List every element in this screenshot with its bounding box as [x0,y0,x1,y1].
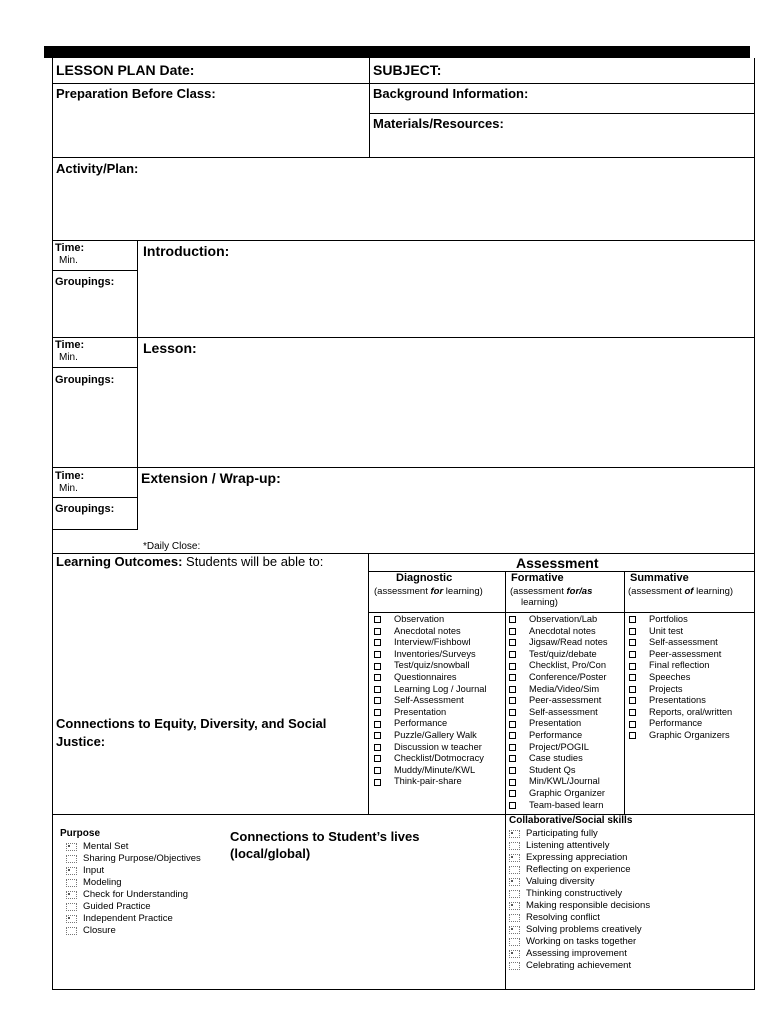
checkbox-icon[interactable] [509,755,516,762]
checkbox-item[interactable] [509,900,650,912]
checkbox-item[interactable] [374,742,487,754]
extension-groupings-label: Groupings: [55,503,115,515]
checkbox-label: Project/POGIL [529,741,589,752]
checkbox-item[interactable] [509,660,608,672]
checkbox-item[interactable] [66,913,201,925]
checkbox-icon[interactable] [509,902,520,910]
formative-sub-pre: (assessment [510,586,567,597]
checkbox-icon[interactable] [374,721,381,728]
checkbox-item[interactable] [509,800,608,812]
equity-line-1: Connections to Equity, Diversity, and Social [56,716,327,731]
checkbox-item[interactable] [629,637,732,649]
checkbox-item[interactable] [66,901,201,913]
checkbox-label: Test/quiz/debate [529,648,597,659]
checkbox-icon[interactable] [509,830,520,838]
checkbox-icon[interactable] [509,878,520,886]
checkbox-item[interactable] [374,684,487,696]
checkbox-item[interactable] [374,753,487,765]
checkbox-item[interactable] [66,889,201,901]
checkbox-icon[interactable] [629,616,636,623]
checkbox-item[interactable] [629,649,732,661]
checkbox-label: Presentations [649,695,706,706]
checkbox-icon[interactable] [509,686,516,693]
checkbox-icon[interactable] [374,639,381,646]
intro-groupings-label: Groupings: [55,276,115,288]
diagnostic-sub-pre: (assessment [374,586,431,597]
checkbox-icon[interactable] [374,709,381,716]
learning-outcomes-text: Students will be able to: [182,554,324,569]
lesson-groupings-label: Groupings: [55,374,115,386]
extension-time-label: Time: [55,470,85,482]
checkbox-icon[interactable] [509,779,516,786]
extension-min-label: Min. [59,483,78,494]
learning-outcomes-label: Learning Outcomes: [56,554,183,569]
checkbox-icon[interactable] [509,697,516,704]
learning-outcomes [56,555,323,570]
checkbox-item[interactable] [66,865,201,877]
checkbox-item[interactable] [374,637,487,649]
checkbox-item[interactable] [509,912,650,924]
checkbox-label: Modeling [83,877,122,888]
frame-right [754,58,755,990]
checkbox-label: Guided Practice [83,901,151,912]
checkbox-label: Anecdotal notes [394,625,461,636]
checkbox-icon[interactable] [509,709,516,716]
checkbox-label: Graphic Organizer [529,787,605,798]
checkbox-label: Expressing appreciation [526,852,628,863]
frame-left [52,58,53,990]
checkbox-label: Case studies [529,753,583,764]
checkbox-label: Independent Practice [83,913,173,924]
checkbox-item[interactable] [374,765,487,777]
checkbox-label: Student Qs [529,764,576,775]
checkbox-label: Observation/Lab [529,614,598,624]
checkbox-icon[interactable] [509,914,520,922]
summative-sub-em: of [684,586,694,597]
checkbox-icon[interactable] [509,950,520,958]
checkbox-icon[interactable] [629,651,636,658]
checkbox-icon[interactable] [509,628,516,635]
checkbox-label: Final reflection [649,660,710,671]
checkbox-icon[interactable] [509,790,516,797]
checkbox-item[interactable] [509,742,608,754]
checkbox-item[interactable] [509,753,608,765]
checkbox-label: Speeches [649,671,691,682]
checkbox-item[interactable] [509,718,608,730]
checkbox-item[interactable] [66,877,201,889]
checkbox-label: Discussion w teacher [394,741,482,752]
checkbox-item[interactable] [509,626,608,638]
checkbox-icon[interactable] [509,674,516,681]
checkbox-icon[interactable] [374,744,381,751]
checkbox-icon[interactable] [509,890,520,898]
diagnostic-subtitle [374,587,483,598]
checkbox-label: Self-assessment [649,637,718,648]
rule [52,270,138,271]
checkbox-label: Reflecting on experience [526,864,631,875]
checkbox-item[interactable] [509,840,650,852]
checkbox-label: Presentation [394,706,447,717]
intro-time-label: Time: [55,242,85,254]
diagnostic-sub-post: learning) [443,586,483,597]
checkbox-label: Portfolios [649,614,688,624]
assessment-title: Assessment [516,555,599,571]
checkbox-icon[interactable] [66,903,77,911]
checkbox-label: Puzzle/Gallery Walk [394,729,477,740]
subject-label: SUBJECT: [373,62,442,78]
rule [52,240,755,241]
checkbox-icon[interactable] [374,663,381,670]
top-bar [44,46,750,58]
summative-list [629,614,732,742]
checkbox-icon[interactable] [509,616,516,623]
checkbox-icon[interactable] [629,686,636,693]
rule [505,571,506,990]
checkbox-item[interactable] [629,684,732,696]
checkbox-item[interactable] [629,614,732,626]
checkbox-label: Graphic Organizers [649,729,730,740]
checkbox-item[interactable] [509,649,608,661]
checkbox-label: Resolving conflict [526,912,600,923]
checkbox-label: Checklist, Pro/Con [529,660,606,671]
checkbox-icon[interactable] [509,663,516,670]
checkbox-icon[interactable] [509,639,516,646]
checkbox-item[interactable] [509,864,650,876]
daily-close-label: *Daily Close: [143,541,201,552]
formative-subtitle-2: learning) [521,597,558,608]
checkbox-icon[interactable] [509,802,516,809]
checkbox-item[interactable] [629,730,732,742]
intro-min-label: Min. [59,255,78,266]
checkbox-label: Unit test [649,625,684,636]
checkbox-icon[interactable] [374,674,381,681]
checkbox-icon[interactable] [66,927,77,935]
checkbox-icon[interactable] [374,779,381,786]
checkbox-item[interactable] [629,707,732,719]
checkbox-icon[interactable] [629,709,636,716]
rule [137,337,138,468]
checkbox-item[interactable] [509,948,650,960]
checkbox-icon[interactable] [629,697,636,704]
checkbox-icon[interactable] [509,926,520,934]
frame-bottom [52,989,755,990]
equity-line-2: Justice: [56,734,106,749]
checkbox-icon[interactable] [374,732,381,739]
checkbox-item[interactable] [629,626,732,638]
rule [52,814,755,815]
rule [369,113,755,114]
checkbox-item[interactable] [374,672,487,684]
checkbox-item[interactable] [509,876,650,888]
lesson-min-label: Min. [59,352,78,363]
checkbox-label: Closure [83,925,116,936]
checkbox-label: Reports, oral/written [649,706,733,717]
rule [52,337,755,338]
checkbox-item[interactable] [66,853,201,865]
checkbox-icon[interactable] [374,686,381,693]
checkbox-item[interactable] [509,765,608,777]
lesson-plan-date-label: LESSON PLAN Date: [56,62,195,78]
checkbox-icon[interactable] [509,854,520,862]
formative-title: Formative [511,572,564,584]
checkbox-item[interactable] [509,924,650,936]
connections-lives-line-2: (local/global) [230,846,311,861]
checkbox-icon[interactable] [66,915,77,923]
materials-label: Materials/Resources: [373,116,504,131]
checkbox-icon[interactable] [629,628,636,635]
checkbox-label: Valuing diversity [526,876,595,887]
checkbox-label: Mental Set [83,841,129,852]
checkbox-label: Test/quiz/snowball [394,660,470,671]
rule [52,367,138,368]
checkbox-item[interactable] [374,660,487,672]
checkbox-label: Celebrating achievement [526,960,632,971]
checkbox-item[interactable] [509,776,608,788]
checkbox-icon[interactable] [509,962,520,970]
checkbox-label: Min/KWL/Journal [529,776,600,787]
diagnostic-title: Diagnostic [396,572,453,584]
checkbox-label: Performance [529,729,583,740]
checkbox-icon[interactable] [374,755,381,762]
checkbox-item[interactable] [629,672,732,684]
checkbox-icon[interactable] [374,697,381,704]
checkbox-icon[interactable] [374,651,381,658]
summative-sub-post: learning) [693,586,734,597]
checkbox-icon[interactable] [374,616,381,623]
checkbox-item[interactable] [374,649,487,661]
lesson-time-label: Time: [55,339,85,351]
checkbox-label: Muddy/Minute/KWL [394,764,476,775]
checkbox-label: Sharing Purpose/Objectives [83,853,201,864]
checkbox-icon[interactable] [629,674,636,681]
checkbox-icon[interactable] [374,628,381,635]
checkbox-label: Peer-assessment [529,695,602,706]
checkbox-label: Anecdotal notes [529,625,596,636]
checkbox-label: Performance [394,718,448,729]
diagnostic-list [374,614,487,788]
extension-title: Extension / Wrap-up: [141,470,281,486]
checkbox-icon[interactable] [629,639,636,646]
checkbox-item[interactable] [509,788,608,800]
checkbox-label: Making responsible decisions [526,900,651,911]
checkbox-item[interactable] [509,637,608,649]
checkbox-item[interactable] [509,730,608,742]
checkbox-item[interactable] [374,695,487,707]
checkbox-label: Team-based learn [529,799,604,810]
checkbox-label: Media/Video/Sim [529,683,600,694]
checkbox-item[interactable] [374,614,487,626]
checkbox-icon[interactable] [509,732,516,739]
checkbox-item[interactable] [509,695,608,707]
rule [137,240,138,337]
checkbox-label: Self-assessment [529,706,598,717]
checkbox-label: Input [83,865,105,876]
checkbox-icon[interactable] [509,744,516,751]
checkbox-item[interactable] [509,672,608,684]
checkbox-item[interactable] [374,730,487,742]
checkbox-label: Learning Log / Journal [394,683,487,694]
rule [137,467,138,530]
collab-title: Collaborative/Social skills [509,815,633,826]
checkbox-icon[interactable] [374,767,381,774]
checkbox-item[interactable] [629,660,732,672]
checkbox-item[interactable] [509,936,650,948]
summative-sub-pre: (assessment [628,586,685,597]
checkbox-label: Peer-assessment [649,648,722,659]
checkbox-item[interactable] [509,684,608,696]
checkbox-item[interactable] [509,828,650,840]
checkbox-label: Observation [394,614,445,624]
checkbox-label: Checklist/Dotmocracy [394,753,484,764]
checkbox-item[interactable] [374,776,487,788]
checkbox-icon[interactable] [509,866,520,874]
formative-sub-em: for/as [566,586,593,597]
checkbox-icon[interactable] [66,879,77,887]
checkbox-label: Inventories/Surveys [394,648,476,659]
checkbox-item[interactable] [66,925,201,937]
checkbox-icon[interactable] [629,721,636,728]
background-label: Background Information: [373,86,529,101]
summative-title: Summative [630,572,689,584]
purpose-title: Purpose [60,828,101,839]
checkbox-label: Check for Understanding [83,889,189,900]
checkbox-label: Listening attentively [526,840,610,851]
checkbox-label: Self-Assessment [394,695,464,706]
checkbox-item[interactable] [66,841,201,853]
checkbox-label: Assessing improvement [526,948,627,959]
checkbox-label: Questionnaires [394,671,457,682]
checkbox-item[interactable] [509,888,650,900]
checkbox-item[interactable] [509,707,608,719]
rule [52,497,138,498]
preparation-label: Preparation Before Class: [56,86,216,101]
rule [52,529,138,530]
checkbox-label: Think-pair-share [394,776,462,787]
lesson-title: Lesson: [143,340,197,356]
purpose-list [66,841,201,937]
checkbox-label: Conference/Poster [529,671,607,682]
rule [505,612,755,613]
rule [52,83,755,84]
checkbox-item[interactable] [509,852,650,864]
rule [52,157,755,158]
checkbox-item[interactable] [629,718,732,730]
diagnostic-sub-em: for [430,586,444,597]
checkbox-label: Thinking constructively [526,888,623,899]
checkbox-label: Solving problems creatively [526,924,642,935]
checkbox-label: Performance [649,718,703,729]
checkbox-icon[interactable] [509,651,516,658]
checkbox-icon[interactable] [509,721,516,728]
checkbox-label: Projects [649,683,683,694]
rule [368,553,369,815]
formative-list [509,614,608,811]
checkbox-label: Presentation [529,718,582,729]
checkbox-icon[interactable] [66,843,77,851]
checkbox-label: Working on tasks together [526,936,637,947]
checkbox-item[interactable] [509,960,650,972]
checkbox-icon[interactable] [629,663,636,670]
collab-list [509,828,650,972]
rule [369,58,370,158]
summative-subtitle [628,587,733,598]
checkbox-item[interactable] [374,718,487,730]
checkbox-label: Participating fully [526,828,598,839]
rule [624,571,625,815]
rule [368,612,505,613]
activity-plan-label: Activity/Plan: [56,161,139,176]
checkbox-item[interactable] [509,614,608,626]
checkbox-icon[interactable] [509,938,520,946]
checkbox-icon[interactable] [66,891,77,899]
checkbox-icon[interactable] [629,732,636,739]
checkbox-icon[interactable] [509,842,520,850]
connections-lives-line-1: Connections to Student’s lives [230,829,420,844]
checkbox-icon[interactable] [66,867,77,875]
rule [52,467,755,468]
checkbox-item[interactable] [629,695,732,707]
introduction-title: Introduction: [143,243,230,259]
checkbox-icon[interactable] [66,855,77,863]
checkbox-item[interactable] [374,707,487,719]
checkbox-icon[interactable] [509,767,516,774]
checkbox-label: Jigsaw/Read notes [529,637,608,648]
checkbox-item[interactable] [374,626,487,638]
checkbox-label: Interview/Fishbowl [394,637,471,648]
